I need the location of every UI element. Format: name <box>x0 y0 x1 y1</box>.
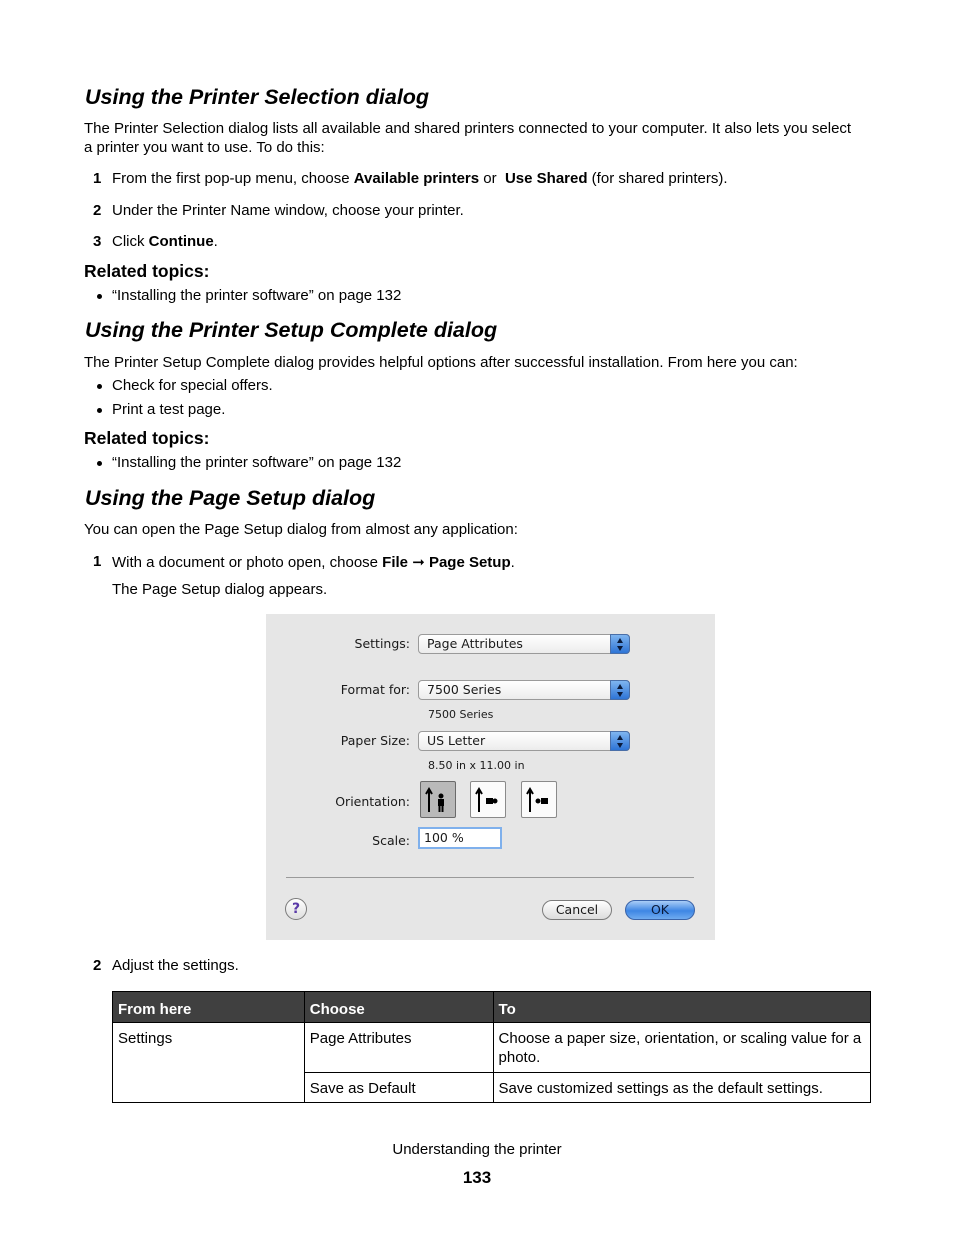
table-row <box>113 1023 871 1073</box>
orientation-reverse-landscape-button[interactable] <box>521 781 557 818</box>
step-1-text: From the first pop-up menu, choose Available printers or Use Shared (for shared printers). <box>112 170 728 187</box>
table-cell: Settings <box>113 1023 305 1103</box>
orientation-portrait-button[interactable] <box>420 781 456 818</box>
step-number: 3 <box>93 233 102 250</box>
intro-line-1: The Printer Selection dialog lists all available and shared printers connected to your computer. It also lets you select <box>84 120 852 137</box>
page-setup-intro: You can open the Page Setup dialog from almost any application: <box>84 521 518 538</box>
step-number: 2 <box>93 957 102 974</box>
settings-popup[interactable] <box>418 634 630 654</box>
format-for-popup[interactable] <box>418 680 630 700</box>
setup-complete-intro: The Printer Setup Complete dialog provides helpful options after successful installation. From here you can: <box>84 354 798 371</box>
related-topic-link[interactable]: “Installing the printer software” on page 132 <box>112 454 402 471</box>
settings-label: Settings: <box>354 636 410 651</box>
settings-popup-value: Page Attributes <box>427 636 523 651</box>
scale-label: Scale: <box>372 833 410 848</box>
bullet-item: Print a test page. <box>112 401 226 418</box>
scale-input[interactable]: 100 % <box>418 827 502 849</box>
ok-button[interactable]: OK <box>625 900 695 920</box>
format-for-label: Format for: <box>340 682 410 697</box>
paper-size-subtext: 8.50 in x 11.00 in <box>428 759 525 772</box>
cancel-button[interactable]: Cancel <box>542 900 612 920</box>
step-number: 1 <box>93 553 102 570</box>
orientation-landscape-button[interactable] <box>470 781 506 818</box>
heading-page-setup: Using the Page Setup dialog <box>85 486 376 510</box>
page-setup-step-1-note: The Page Setup dialog appears. <box>112 581 328 598</box>
popup-arrows-icon <box>610 680 630 700</box>
popup-arrows-icon <box>610 731 630 751</box>
heading-printer-selection: Using the Printer Selection dialog <box>85 85 430 109</box>
page-setup-step-1: With a document or photo open, choose File ➞ Page Setup. <box>112 554 515 571</box>
related-topic-link[interactable]: “Installing the printer software” on page 132 <box>112 287 402 304</box>
page-number: 133 <box>462 1168 492 1187</box>
paper-size-label: Paper Size: <box>340 733 410 748</box>
heading-setup-complete: Using the Printer Setup Complete dialog <box>85 318 498 342</box>
landscape-icon <box>475 786 501 814</box>
portrait-icon <box>425 786 451 814</box>
table-cell: Page Attributes <box>304 1023 493 1073</box>
printer-selection-intro <box>84 119 884 157</box>
step-number: 1 <box>93 170 102 187</box>
column-header: To <box>493 992 870 1023</box>
paper-size-popup-value: US Letter <box>427 733 486 748</box>
column-header: From here <box>113 992 305 1023</box>
table-header-row <box>113 992 871 1023</box>
footer-title: Understanding the printer <box>392 1141 562 1158</box>
bullet-item: Check for special offers. <box>112 377 273 394</box>
settings-table <box>112 991 871 1103</box>
orientation-label: Orientation: <box>335 794 410 809</box>
step-2-text: Under the Printer Name window, choose your printer. <box>112 202 464 219</box>
format-for-popup-value: 7500 Series <box>427 682 502 697</box>
menu-arrow-icon: ➞ <box>412 554 425 571</box>
paper-size-popup[interactable] <box>418 731 630 751</box>
dialog-divider <box>286 877 694 878</box>
step-number: 2 <box>93 202 102 219</box>
format-for-subtext: 7500 Series <box>428 708 494 721</box>
table-cell: Choose a paper size, orientation, or scaling value for a photo. <box>493 1023 870 1073</box>
page-setup-step-2: Adjust the settings. <box>112 957 239 974</box>
related-topics-heading: Related topics: <box>84 261 210 281</box>
step-3-text: Click Continue. <box>112 233 218 250</box>
column-header: Choose <box>304 992 493 1023</box>
help-button[interactable]: ? <box>285 898 307 920</box>
table-cell: Save customized settings as the default settings. <box>493 1073 870 1103</box>
table-cell: Save as Default <box>304 1073 493 1103</box>
related-topics-heading: Related topics: <box>84 428 210 448</box>
popup-arrows-icon <box>610 634 630 654</box>
reverse-landscape-icon <box>526 786 552 814</box>
intro-line-2: a printer you want to use. To do this: <box>84 139 325 156</box>
page-setup-dialog <box>266 614 715 940</box>
